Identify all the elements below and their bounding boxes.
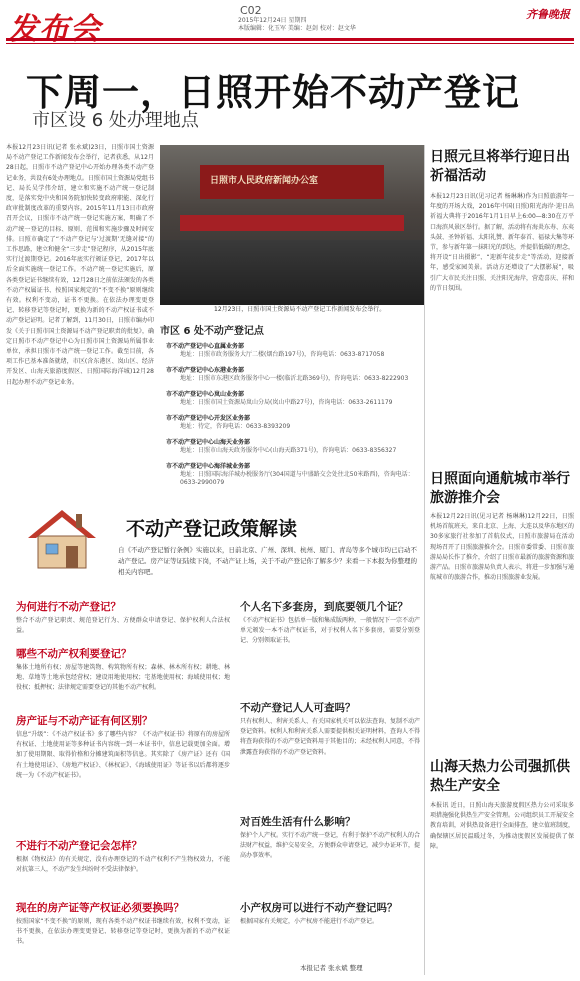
lead-article-body: 本报12月23日讯(记者 张永斌)23日，日照市国土资源局不动产登记工作新闻发布会举行，记者获悉，从12月28日起，日照市不动产登记中心开始办理各类不动产登记业务，共设有6处办理地点。日照市国土资源局党组书记、局长吴学伟介绍，建立和实施不动产统一登记制度，是落实党中央和国务院加快转变政府职能、深化行政审批制度改革的重要内容。2015年11月13日市政府召开会议，日照市不动产统一登记实施方案，明确了不动产统一登记的目标、原则、范围和实施步骤及时间安排。日照市确定了“不动产登记与‘过渡期’无缝对接”的工作思路，建立和健全“三步走”登记程序，从2015年底实行过渡期登记。2016年底实行颁证登记，2017年以后全面实施统一登记工作。不动产统一登记实施后，原各类登记证书继续有效，12月28日之前依法颁发的各类不动产权属证书、按照国家规定的“不变不换”原则继续有效。权利不变动，证书不更换。在依法办理变更登记、转移登记等登记时，更换为新的不动产权证书或不动产登记证明。记者了解到，11月30日，日照市编办印发《关于日照市国土资源局不动产登记职责的批复》，确定日照市不动产登记中心为日照市国土资源局所属事业单位，承担日照市不动产统一登记工作。截至目前，各项工作已基本准备就绪，市区(含东港区、岚山区、经济开发区、山海天旅游度假区、日照国际海洋城)12月28日起办理不动产登记业务。 bbox=[6, 144, 154, 386]
office-name: 市不动产登记中心直属业务部 bbox=[166, 343, 245, 350]
qa-answer: 根据《物权法》的有关规定，没有办理登记的不动产权利不产生物权效力，不能对抗第三人，不动产发生纠纷时不受法律保护。 bbox=[16, 856, 230, 874]
office-address: 地址：日照市政务服务大厅二楼(烟台路197号)，咨询电话：0633-8717058 bbox=[180, 351, 385, 358]
side-article-body: 本报12月22日讯(见习记者 杨琳琳)12月22日，日照机场首航班天，来自北京、上海、大连以及华东地区的30多家旅行社参加了首航仪式，日照市旅游局在活动现场召开了日照旅游推介会。日照市委常委、日照市旅游局局长作了推介，介绍了日照市最新的旅游资源和旅游产品。日照市旅游局负责人表示，将进一步加强与通航城市的旅游合作，推动日照旅游业发展。 bbox=[430, 513, 574, 582]
section-logo: 发布会 bbox=[8, 12, 101, 47]
qa-question: 哪些不动产权利要登记？ bbox=[16, 648, 132, 660]
subheadline: 市区设 6 处办理地点 bbox=[32, 110, 199, 131]
office-item bbox=[166, 414, 428, 431]
office-item bbox=[166, 462, 428, 487]
qa-question: 个人名下多套房，到底要领几个证？ bbox=[240, 601, 408, 613]
office-name: 市不动产登记中心东港业务部 bbox=[166, 367, 245, 374]
policy-intro: 自《不动产登记暂行条例》实施以来，日前北京、广州、深圳、杭州、厦门、青岛等多个城市均已启动不动产登记。房产证等证陆续下岗，不动产证上场，关于不动产登记你了解多少？来看一下本报为你整理的相关内容吧。 bbox=[118, 546, 417, 576]
side-article-body: 本报讯 近日，日照山海天旅游度假区热力公司采取多项措施强化供热生产安全管理。公司组织员工开展安全教育培训，对供热设备进行全面排查，建立值班制度，确保辖区居民温暖过冬，为推动度假区发展提供了保障。 bbox=[430, 802, 574, 850]
office-name: 市不动产登记中心山海天业务部 bbox=[166, 439, 251, 446]
qa-question: 现在的房产证等产权证必须要换吗？ bbox=[16, 902, 184, 914]
office-name: 市不动产登记中心海洋城业务部 bbox=[166, 463, 251, 470]
side-article-title: 山海天热力公司强抓供热生产安全 bbox=[430, 759, 570, 794]
reporter-credit: 本报记者 张永斌 整理 bbox=[300, 964, 363, 972]
office-name: 市不动产登记中心开发区业务部 bbox=[166, 415, 251, 422]
qa-question: 小产权房可以进行不动产登记吗？ bbox=[240, 902, 398, 914]
photo-podium bbox=[180, 215, 404, 231]
qa-answer: 根据国家有关规定，小产权房不能进行不动产登记。 bbox=[240, 918, 379, 925]
qa-question: 不进行不动产登记会怎样？ bbox=[16, 840, 142, 852]
header-rule bbox=[6, 38, 574, 41]
qa-question: 房产证与不动产证有何区别？ bbox=[16, 715, 153, 727]
offices-title: 市区 6 处不动产登记点 bbox=[160, 326, 264, 337]
house-icon bbox=[26, 508, 98, 574]
side-article-title: 日照元旦将举行迎日出祈福活动 bbox=[430, 149, 570, 184]
qa-question: 为何进行不动产登记？ bbox=[16, 601, 121, 613]
policy-section-title: 不动产登记政策解读 bbox=[126, 518, 298, 540]
office-address: 地址：日照市国土资源局岚山分局(岚山中路27号)，咨询电话：0633-2611179 bbox=[180, 399, 393, 406]
office-address: 地址：日照市东港区政务服务中心一楼(临沂北路369号)，咨询电话：0633-8222903 bbox=[180, 375, 409, 382]
office-address: 地址：日照市山海天政务服务中心(山海天路371号)，咨询电话：0633-8356327 bbox=[180, 447, 397, 454]
qa-answer: 整合不动产登记职责、规范登记行为、方便群众申请登记、保护权利人合法权益。 bbox=[16, 617, 230, 635]
office-item bbox=[166, 438, 428, 455]
headline: 下周一，日照开始不动产登记 bbox=[26, 71, 520, 114]
office-address: 地址：待定，咨询电话：0633-8393209 bbox=[180, 423, 291, 430]
press-conference-photo bbox=[160, 145, 424, 305]
page-number: C02 bbox=[240, 4, 262, 17]
date-text: 2015年12月24日 星期四 bbox=[238, 17, 307, 24]
column-divider bbox=[424, 145, 425, 975]
publication-name: 齐鲁晚报 bbox=[526, 8, 570, 21]
side-article-title: 日照面向通航城市举行旅游推介会 bbox=[430, 471, 570, 506]
photo-caption: 12月23日，日照市国土资源局不动产登记工作新闻发布会举行。 bbox=[214, 306, 386, 313]
qa-answer: 集体土地所有权；房屋等建筑物、构筑物所有权；森林、林木所有权；耕地、林地、草地等土地承包经营权；建设用地使用权；宅基地使用权；海域使用权；地役权；抵押权；法律规定需要登记的其他不动产权利。 bbox=[16, 664, 230, 692]
office-item bbox=[166, 390, 428, 407]
date-line bbox=[238, 17, 356, 33]
qa-answer: 按照国家“不变不换”的原则，现有各类不动产权证书继续有效，权利不变动，证书不更换，在依法办理变更登记、转移登记等登记时，更换为新的不动产权证书。 bbox=[16, 918, 230, 946]
office-address: 地址：日照国际海洋城办税服务厅(304国道与中盛路交会处往北50米路西)，咨询电话：0633-2990079 bbox=[180, 471, 414, 486]
office-item bbox=[166, 366, 428, 383]
qa-question: 对百姓生活有什么影响？ bbox=[240, 816, 356, 828]
qa-question: 不动产登记人人可查吗？ bbox=[240, 702, 356, 714]
office-item bbox=[166, 342, 428, 359]
editor-text: 本版编辑：化玉军 美编：赵剑 校对：赵文华 bbox=[238, 25, 356, 32]
qa-answer: 只有权利人、利害关系人、有关国家机关可以依法查询、复制不动产登记资料。权利人和利害关系人需要提供相关证明材料，查询人不得将查询获得的不动产登记资料用于其他目的；未经权利人同意，不得泄露查询获得的不动产登记资料。 bbox=[240, 718, 420, 756]
office-name: 市不动产登记中心岚山业务部 bbox=[166, 391, 245, 398]
qa-answer: 《不动产权证书》包括单一版和集成版两种，一般情况下一宗不动产单元颁发一本不动产权证书，对于权利人名下多套房，需要分别登记、分别领取证书。 bbox=[240, 617, 420, 645]
side-article-body: 本报12月23日讯(见习记者 杨琳琳)作为日照旅游年一年度的开场大戏，2016年中国(日照)阳光海岸·迎日出祈福大典将于2016年1月1日早上6:00—8:30在万平口海滨风景区举行。据了解，活动将有海炎东寿、东夷头鼓、圣钟祈福、太阳礼赞、新年泰首、福禄大集等环节，参与新年第一抹阳光的到达，并提倡低碳的理念，将开设“日出摄影”、“迎新年徒步走”等活动，迎接新年，感受家园美景。活动方还增设了“大摆影展”，吸引广大市民关注日照、关注阳光海岸，营造喜庆、祥和的节日氛围。 bbox=[430, 193, 574, 292]
header-rule-thin bbox=[6, 43, 574, 44]
photo-audience bbox=[160, 240, 424, 305]
qa-answer: 保护个人产权。实行不动产统一登记，有利于保护不动产权利人的合法财产权益，维护交易安全，方便群众申请登记，减少办证环节，提高办事效率。 bbox=[240, 832, 420, 860]
qa-answer: 信息“升级”：《不动产权证书》多了哪些内容？《不动产权证书》将原有的房屋所有权证、土地使用证等多种证书内容统一到一本证书中，信息记载更加全面。增加了使用期限、取得价格和分摊建筑面积等信息。其实除了《房产证》还有《国有土地使用证》、《房地产权证》、《林权证》、《海域使用证》等证书以后都将逐步统一为《不动产权证书》。 bbox=[16, 731, 230, 779]
photo-banner-text: 日照市人民政府新闻办公室 bbox=[210, 176, 319, 186]
